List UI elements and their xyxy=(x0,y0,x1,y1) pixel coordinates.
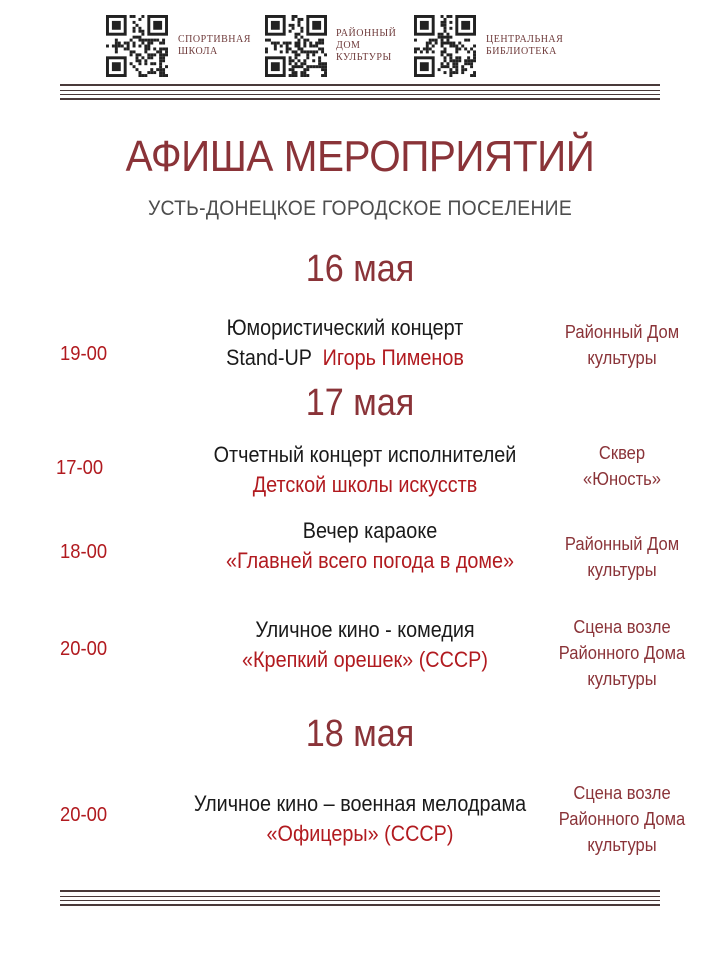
event-time: 19-00 xyxy=(60,343,108,365)
qr-label-sport-school: СПОРТИВНАЯ ШКОЛА xyxy=(178,34,251,57)
event-subtitle-red: Игорь Пименов xyxy=(322,345,464,370)
page-subtitle: УСТЬ-ДОНЕЦКОЕ ГОРОДСКОЕ ПОСЕЛЕНИЕ xyxy=(147,197,573,220)
event-venue: Сквер «Юность» xyxy=(583,443,661,489)
event-title: Уличное кино - комедия xyxy=(255,617,475,642)
qr-label-library: ЦЕНТРАЛЬНАЯ БИБЛИОТЕКА xyxy=(486,34,564,57)
qr-code-icon xyxy=(265,15,327,77)
event-subtitle-red: Детской школы искусств xyxy=(252,472,478,497)
event-time: 18-00 xyxy=(60,541,108,563)
event-description xyxy=(190,440,541,500)
qr-label-culture-house: РАЙОННЫЙ ДОМ КУЛЬТУРЫ xyxy=(336,28,397,63)
qr-code-icon xyxy=(106,15,168,77)
event-title: Юмористический концерт xyxy=(226,315,464,340)
event-description xyxy=(208,615,523,675)
event-description xyxy=(180,789,540,849)
day-heading: 16 мая xyxy=(305,248,415,290)
event-time: 20-00 xyxy=(60,804,108,826)
event-venue: Сцена возле Районного Дома культуры xyxy=(558,617,686,689)
event-title: Уличное кино – военная мелодрама xyxy=(193,791,527,816)
event-venue: Районный Дом культуры xyxy=(564,534,680,580)
event-description xyxy=(197,313,494,373)
event-subtitle-red: «Офицеры» (СССР) xyxy=(266,821,454,846)
event-subtitle-red: «Главней всего погода в доме» xyxy=(225,548,515,573)
event-venue: Сцена возле Районного Дома культуры xyxy=(558,783,686,855)
event-venue: Районный Дом культуры xyxy=(564,322,680,368)
event-title: Вечер караоке xyxy=(302,518,438,543)
page-title: АФИША МЕРОПРИЯТИЙ xyxy=(125,132,595,181)
qr-code-icon xyxy=(414,15,476,77)
event-title: Отчетный концерт исполнителей xyxy=(213,442,517,467)
event-time: 17-00 xyxy=(56,457,104,479)
day-heading: 17 мая xyxy=(305,382,415,424)
event-subtitle-black: Stand-UP xyxy=(226,345,323,370)
event-description xyxy=(190,516,550,576)
event-time: 20-00 xyxy=(60,638,108,660)
event-subtitle-red: «Крепкий орешек» (СССР) xyxy=(242,647,488,672)
day-heading: 18 мая xyxy=(305,713,415,755)
